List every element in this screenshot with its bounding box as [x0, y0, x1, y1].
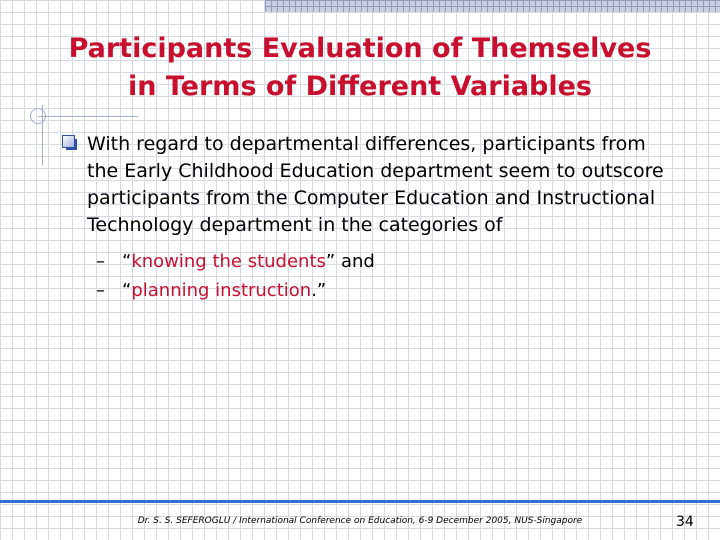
- trailing-text: .”: [311, 280, 327, 301]
- main-bullet-text: With regard to departmental differences, participants from the Early Childhood Education department seem to outscore participants from the Computer Education and Instructional Technology department in the categories of: [87, 133, 664, 236]
- page-number: 34: [676, 514, 694, 530]
- sub-bullet-item: [96, 276, 682, 305]
- sub-bullet-item: [96, 247, 682, 276]
- top-pattern-band: [265, 0, 720, 12]
- square-bullet-icon: [62, 135, 75, 148]
- slide-body: [62, 131, 682, 305]
- dash-bullet: –: [96, 280, 105, 301]
- footer-citation: Dr. S. S. SEFEROGLU / International Conference on Education, 6-9 December 2005, NUS-Singapore: [137, 516, 583, 526]
- open-quote: “: [122, 280, 132, 301]
- title-line-1: Participants Evaluation of Themselves: [68, 33, 652, 64]
- trailing-text: ” and: [325, 251, 375, 272]
- footer-rule: [0, 500, 720, 503]
- sub-bullet-list: [96, 247, 682, 305]
- decorative-line-horizontal: [38, 116, 138, 117]
- title-line-2: in Terms of Different Variables: [127, 71, 593, 102]
- dash-bullet: –: [96, 251, 105, 272]
- slide-title: [0, 30, 720, 106]
- highlight-text: planning instruction: [131, 280, 312, 301]
- decorative-circle: [30, 108, 46, 124]
- highlight-text: knowing the students: [131, 251, 326, 272]
- open-quote: “: [122, 251, 132, 272]
- main-bullet: [62, 131, 682, 239]
